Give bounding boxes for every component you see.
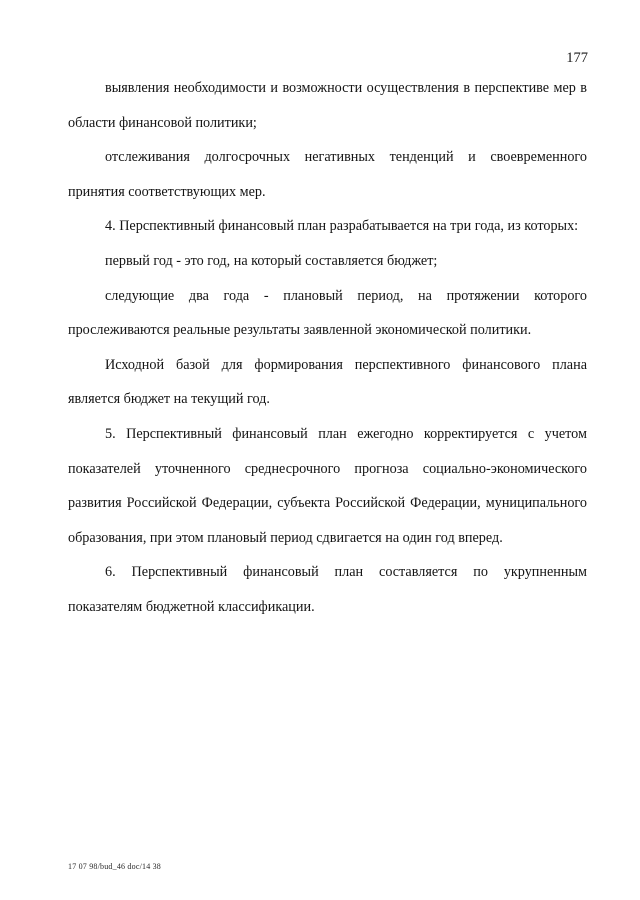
paragraph-3: 4. Перспективный финансовый план разрабатывается на три года, из которых: [105, 218, 579, 235]
footer-file-code: 17 07 98/bud_46 doc/14 38 [68, 862, 161, 871]
paragraph-2: отслеживания долгосрочных негативных тенденций и своевременного принятия соответствующих мер. [68, 149, 587, 200]
paragraph-1: выявления необходимости и возможности осуществления в перспективе мер в области финансовой политики; [68, 80, 587, 131]
paragraph-7: 5. Перспективный финансовый план ежегодно корректируется с учетом показателей уточненного среднесрочного прогноза социально-экономического развития Российской Федерации, субъекта Российской Федерации, муниципального образования, при этом плановый период сдвигается на один год вперед. [68, 425, 587, 546]
paragraph-8: 6. Перспективный финансовый план составляется по укрупненным показателям бюджетной классификации. [68, 564, 587, 615]
document-body [68, 71, 587, 625]
page-number: 177 [566, 50, 588, 66]
paragraph-5: следующие два года - плановый период, на протяжении которого прослеживаются реальные результаты заявленной экономической политики. [68, 287, 587, 339]
paragraph-4: первый год - это год, на который составляется бюджет; [105, 252, 438, 269]
paragraph-6: Исходной базой для формирования перспективного финансового плана является бюджет на текущий год. [68, 356, 587, 408]
